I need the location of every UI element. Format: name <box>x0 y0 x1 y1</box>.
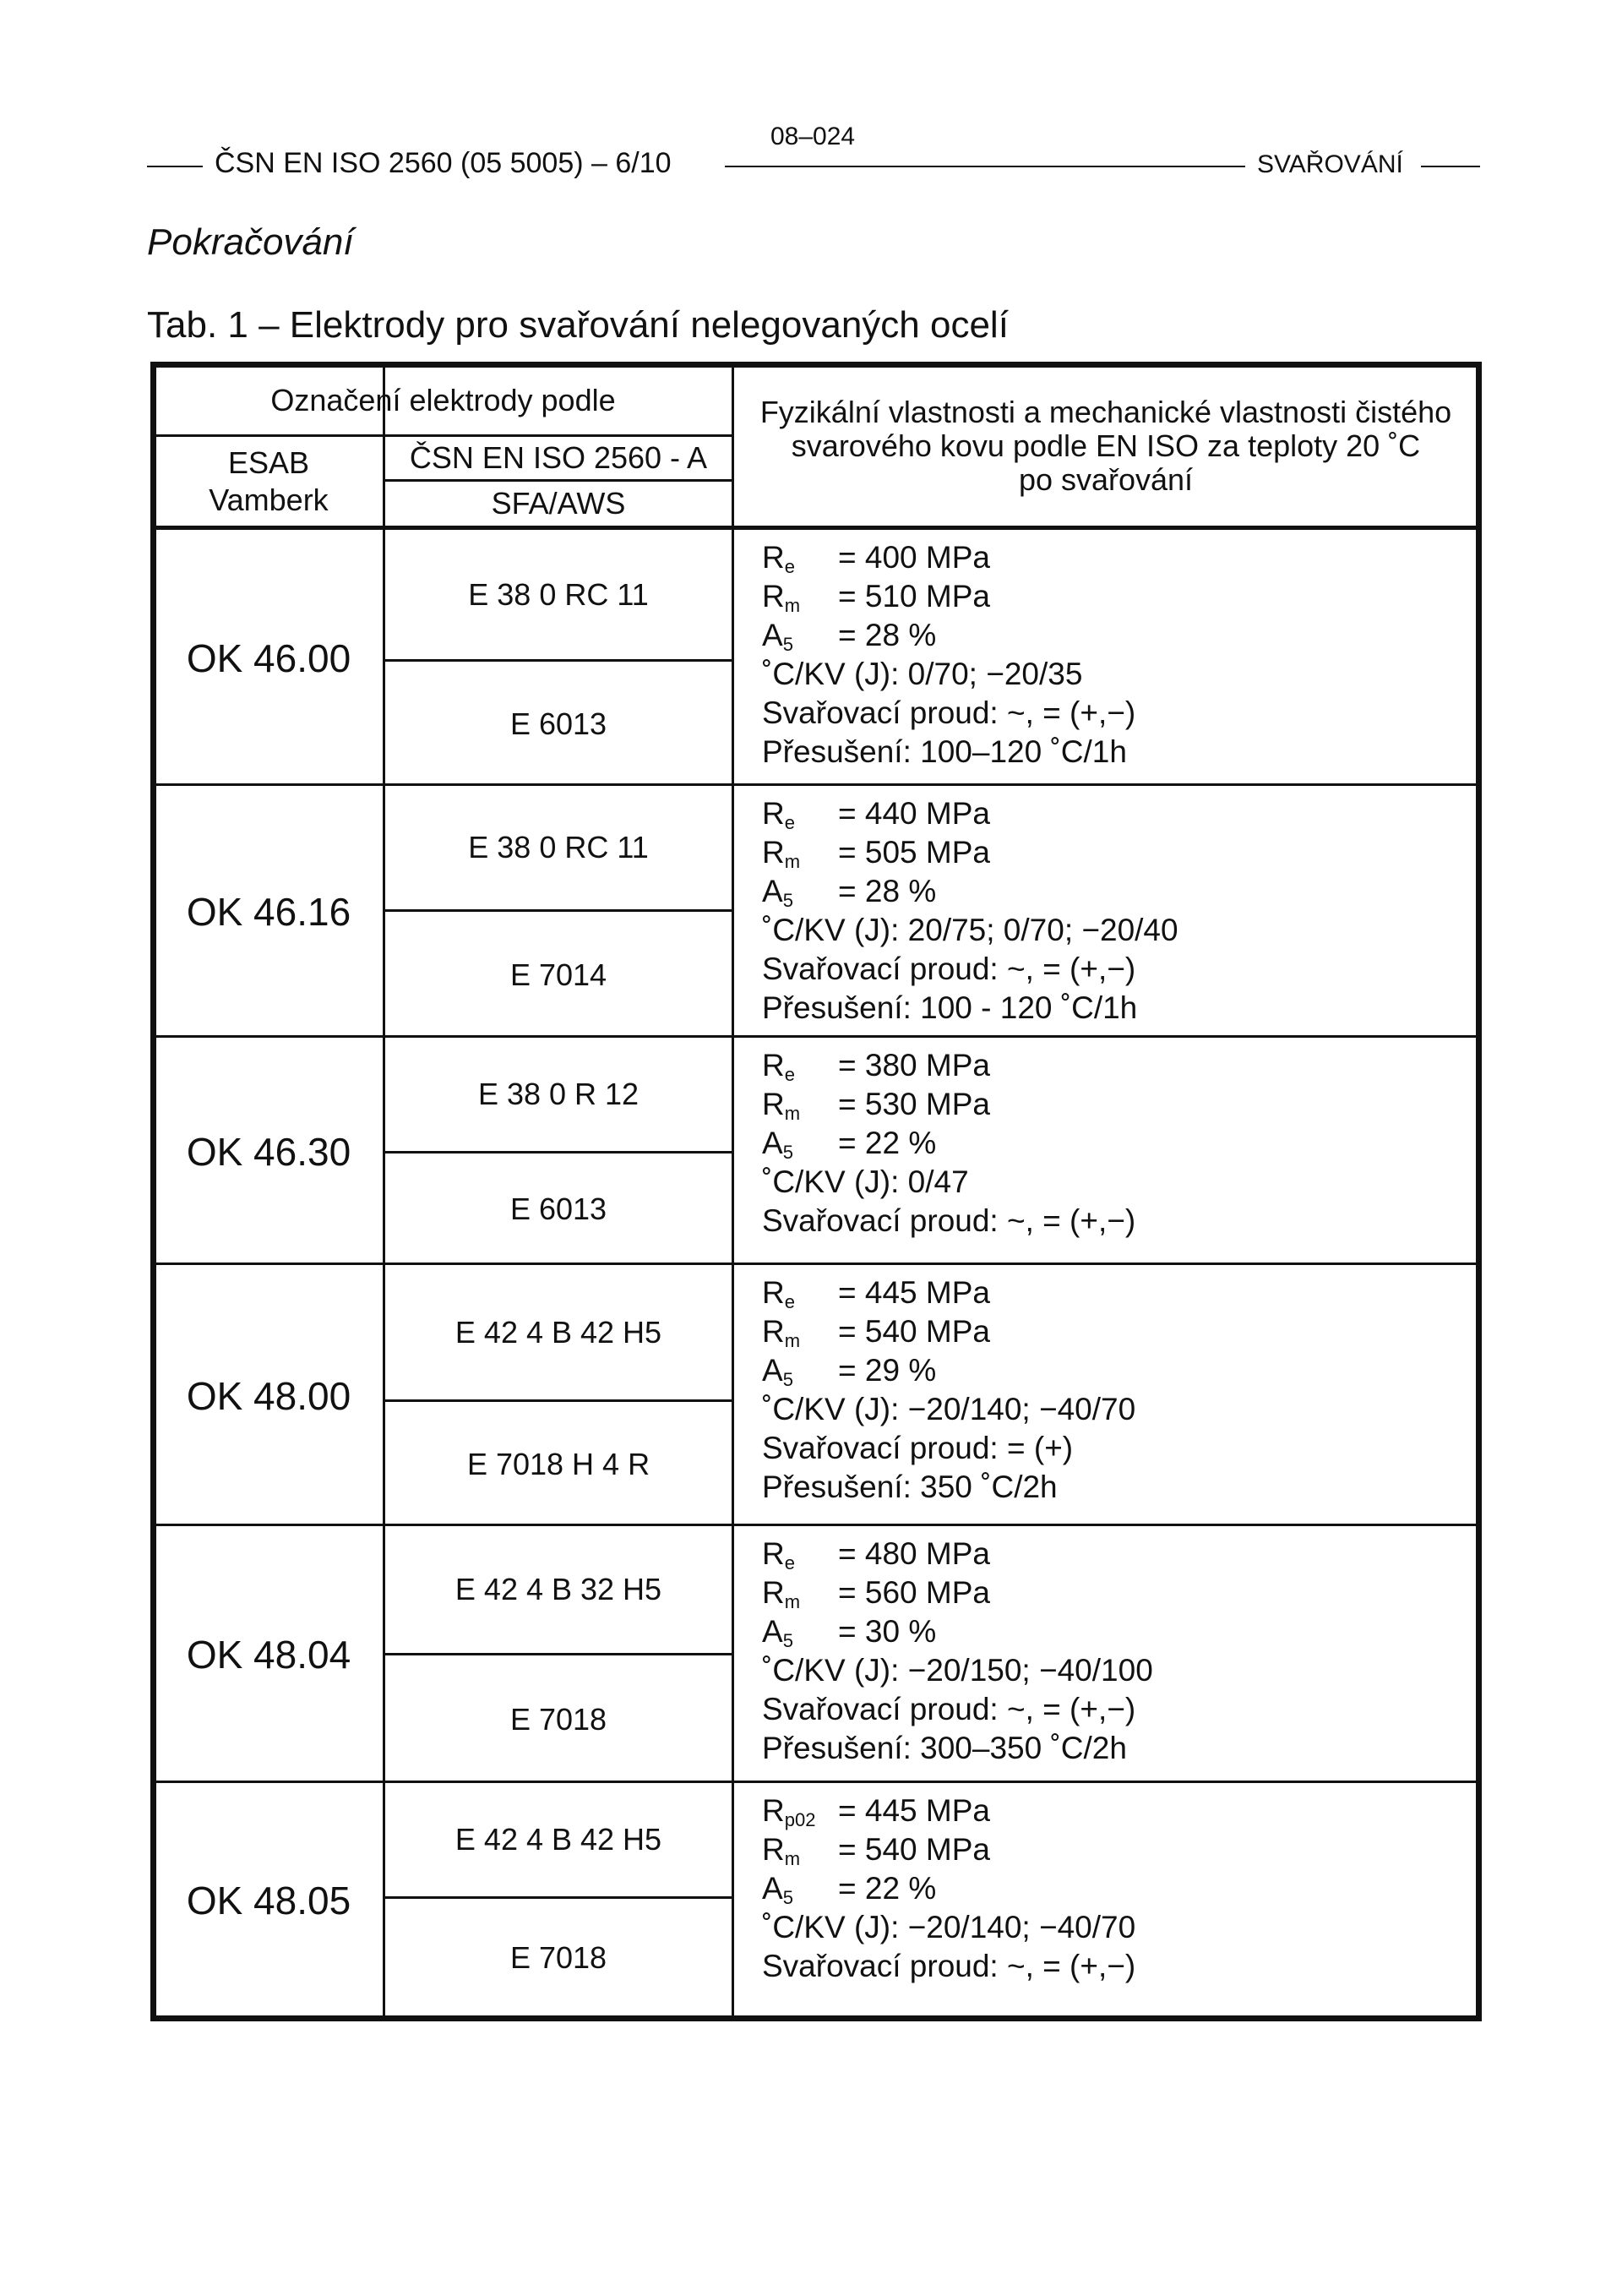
property-rm <box>762 1830 1135 1869</box>
property-a5 <box>762 1612 1153 1651</box>
col-divider-2 <box>732 366 734 2017</box>
property-re <box>762 1792 1135 1830</box>
property-kv: ˚C/KV (J): 20/75; 0/70; −20/40 <box>762 913 1178 947</box>
property-current: Svařovací proud: ~, = (+,−) <box>762 952 1136 986</box>
symbol-subscript: e <box>784 1064 795 1085</box>
property-value: = 505 MPa <box>838 835 990 870</box>
property-value: = 560 MPa <box>838 1575 990 1610</box>
symbol-subscript: 5 <box>782 1142 793 1163</box>
property-value: = 28 % <box>838 874 937 908</box>
property-value: = 30 % <box>838 1614 937 1649</box>
header-rule-right <box>1421 166 1480 167</box>
property-rm <box>762 1573 1153 1612</box>
property-rm <box>762 577 1135 616</box>
continuation-label: Pokračování <box>147 221 354 263</box>
iso-designation: E 42 4 B 42 H5 <box>454 1822 662 1857</box>
property-drying: Přesušení: 300–350 ˚C/2h <box>762 1731 1127 1765</box>
property-current: Svařovací proud: ~, = (+,−) <box>762 1949 1136 1983</box>
property-drying <box>762 1986 1135 2025</box>
property-value: = 400 MPa <box>838 540 990 575</box>
property-re <box>762 794 1178 833</box>
head-esab-line: ESAB <box>227 444 310 480</box>
head-properties-line3: po svařování <box>1018 461 1194 497</box>
symbol-subscript: m <box>784 851 801 872</box>
page-code: 08–024 <box>770 123 856 150</box>
aws-designation: E 7018 <box>509 1940 607 1975</box>
symbol-letter: R <box>762 1575 785 1610</box>
symbol-subscript: 5 <box>782 634 793 655</box>
property-a5 <box>762 1351 1135 1390</box>
symbol-letter: R <box>762 796 785 831</box>
symbol-letter: A <box>762 1353 783 1388</box>
property-a5 <box>762 1869 1135 1908</box>
iso-designation: E 38 0 RC 11 <box>468 576 649 612</box>
symbol-subscript: m <box>784 1591 801 1612</box>
symbol-subscript: m <box>784 1330 801 1351</box>
electrode-name: OK 48.05 <box>186 1878 351 1922</box>
head-esab <box>155 437 383 526</box>
header-rule-middle <box>725 166 1245 167</box>
symbol-subscript: 5 <box>782 1887 793 1908</box>
property-value: = 22 % <box>838 1871 937 1906</box>
properties-cell <box>762 1792 1135 2025</box>
property-kv: ˚C/KV (J): −20/140; −40/70 <box>762 1910 1136 1944</box>
symbol-letter: R <box>762 579 785 614</box>
property-current: Svařovací proud: ~, = (+,−) <box>762 1692 1136 1726</box>
property-re <box>762 1046 1135 1085</box>
property-value: = 540 MPa <box>838 1832 990 1867</box>
symbol-subscript: 5 <box>782 1630 793 1651</box>
property-rm <box>762 833 1178 872</box>
property-value: = 22 % <box>838 1126 937 1160</box>
symbol-subscript: m <box>784 1848 801 1869</box>
symbol-letter: A <box>762 1614 783 1649</box>
symbol-subscript: m <box>784 1103 801 1124</box>
electrode-name: OK 48.04 <box>186 1633 351 1677</box>
symbol-letter: R <box>762 1832 785 1867</box>
symbol-subscript: e <box>784 1552 795 1573</box>
head-iso: ČSN EN ISO 2560 - A <box>409 440 708 475</box>
property-value: = 29 % <box>838 1353 937 1388</box>
iso-designation: E 42 4 B 42 H5 <box>454 1314 662 1350</box>
property-a5 <box>762 616 1135 655</box>
property-a5 <box>762 1124 1135 1163</box>
properties-cell <box>762 1535 1153 1768</box>
symbol-letter: R <box>762 540 785 575</box>
property-value: = 380 MPa <box>838 1048 990 1083</box>
symbol-letter: R <box>762 1793 785 1828</box>
aws-designation: E 6013 <box>509 706 607 741</box>
iso-designation: E 38 0 R 12 <box>477 1077 640 1111</box>
aws-designation: E 7018 H 4 R <box>466 1446 650 1481</box>
property-value: = 28 % <box>838 618 937 652</box>
symbol-letter: R <box>762 1048 785 1083</box>
property-value: = 445 MPa <box>838 1275 990 1310</box>
standard-title: ČSN EN ISO 2560 (05 5005) – 6/10 <box>215 147 672 179</box>
properties-cell <box>762 1046 1135 1279</box>
property-current: Svařovací proud: ~, = (+,−) <box>762 695 1136 730</box>
iso-designation: E 38 0 RC 11 <box>468 830 649 864</box>
head-group-label: Označení elektrody podle <box>270 382 616 417</box>
property-value: = 530 MPa <box>838 1087 990 1121</box>
symbol-letter: A <box>762 1871 783 1906</box>
head-vamberk-line: Vamberk <box>209 482 329 517</box>
aws-designation: E 6013 <box>509 1192 607 1226</box>
symbol-subscript: e <box>784 812 795 833</box>
symbol-subscript: e <box>784 556 795 577</box>
properties-cell <box>762 1273 1135 1507</box>
head-properties-line2: svarového kovu podle EN ISO za teploty 20 ˚C <box>791 428 1421 463</box>
iso-designation: E 42 4 B 32 H5 <box>454 1572 662 1606</box>
property-kv: ˚C/KV (J): −20/150; −40/100 <box>762 1653 1153 1688</box>
property-re <box>762 1273 1135 1312</box>
symbol-letter: R <box>762 1275 785 1310</box>
electrode-name: OK 46.30 <box>186 1129 351 1174</box>
property-value: = 480 MPa <box>838 1536 990 1571</box>
symbol-subscript: m <box>784 595 801 616</box>
property-value: = 445 MPa <box>838 1793 990 1828</box>
property-a5 <box>762 872 1178 911</box>
property-drying: Přesušení: 350 ˚C/2h <box>762 1470 1058 1504</box>
header-rule-left <box>147 166 203 167</box>
property-current: Svařovací proud: ~, = (+,−) <box>762 1203 1136 1238</box>
property-value: = 540 MPa <box>838 1314 990 1349</box>
symbol-letter: R <box>762 1087 785 1121</box>
symbol-letter: A <box>762 874 783 908</box>
head-properties-line1: Fyzikální vlastnosti a mechanické vlastnosti čistého <box>759 394 1452 429</box>
property-kv: ˚C/KV (J): −20/140; −40/70 <box>762 1392 1136 1426</box>
property-re <box>762 538 1135 577</box>
property-rm <box>762 1312 1135 1351</box>
properties-cell <box>762 794 1178 1028</box>
property-drying: Přesušení: 100–120 ˚C/1h <box>762 734 1127 769</box>
symbol-subscript: 5 <box>782 1369 793 1390</box>
electrode-name: OK 46.16 <box>186 890 351 934</box>
property-drying: Přesušení: 100 - 120 ˚C/1h <box>762 990 1138 1025</box>
aws-designation: E 7014 <box>509 957 607 992</box>
symbol-subscript: 5 <box>782 890 793 911</box>
property-kv: ˚C/KV (J): 0/70; −20/35 <box>762 657 1083 691</box>
section-title: SVAŘOVÁNÍ <box>1257 150 1403 178</box>
head-aws: SFA/AWS <box>491 486 626 521</box>
property-value: = 510 MPa <box>838 579 990 614</box>
electrode-name: OK 48.00 <box>186 1373 351 1418</box>
table-caption: Tab. 1 – Elektrody pro svařování nelegovaných ocelí <box>147 304 1009 346</box>
properties-cell <box>762 538 1135 772</box>
symbol-letter: A <box>762 618 783 652</box>
electrode-name: OK 46.00 <box>186 635 351 680</box>
symbol-subscript: e <box>784 1291 795 1312</box>
symbol-letter: A <box>762 1126 783 1160</box>
symbol-letter: R <box>762 835 785 870</box>
symbol-letter: R <box>762 1314 785 1349</box>
symbol-letter: R <box>762 1536 785 1571</box>
property-kv: ˚C/KV (J): 0/47 <box>762 1164 969 1199</box>
property-rm <box>762 1085 1135 1124</box>
property-current: Svařovací proud: = (+) <box>762 1431 1074 1465</box>
property-value: = 440 MPa <box>838 796 990 831</box>
aws-designation: E 7018 <box>509 1701 607 1737</box>
head-properties <box>734 366 1478 526</box>
symbol-subscript: p02 <box>784 1809 816 1830</box>
property-re <box>762 1535 1153 1573</box>
